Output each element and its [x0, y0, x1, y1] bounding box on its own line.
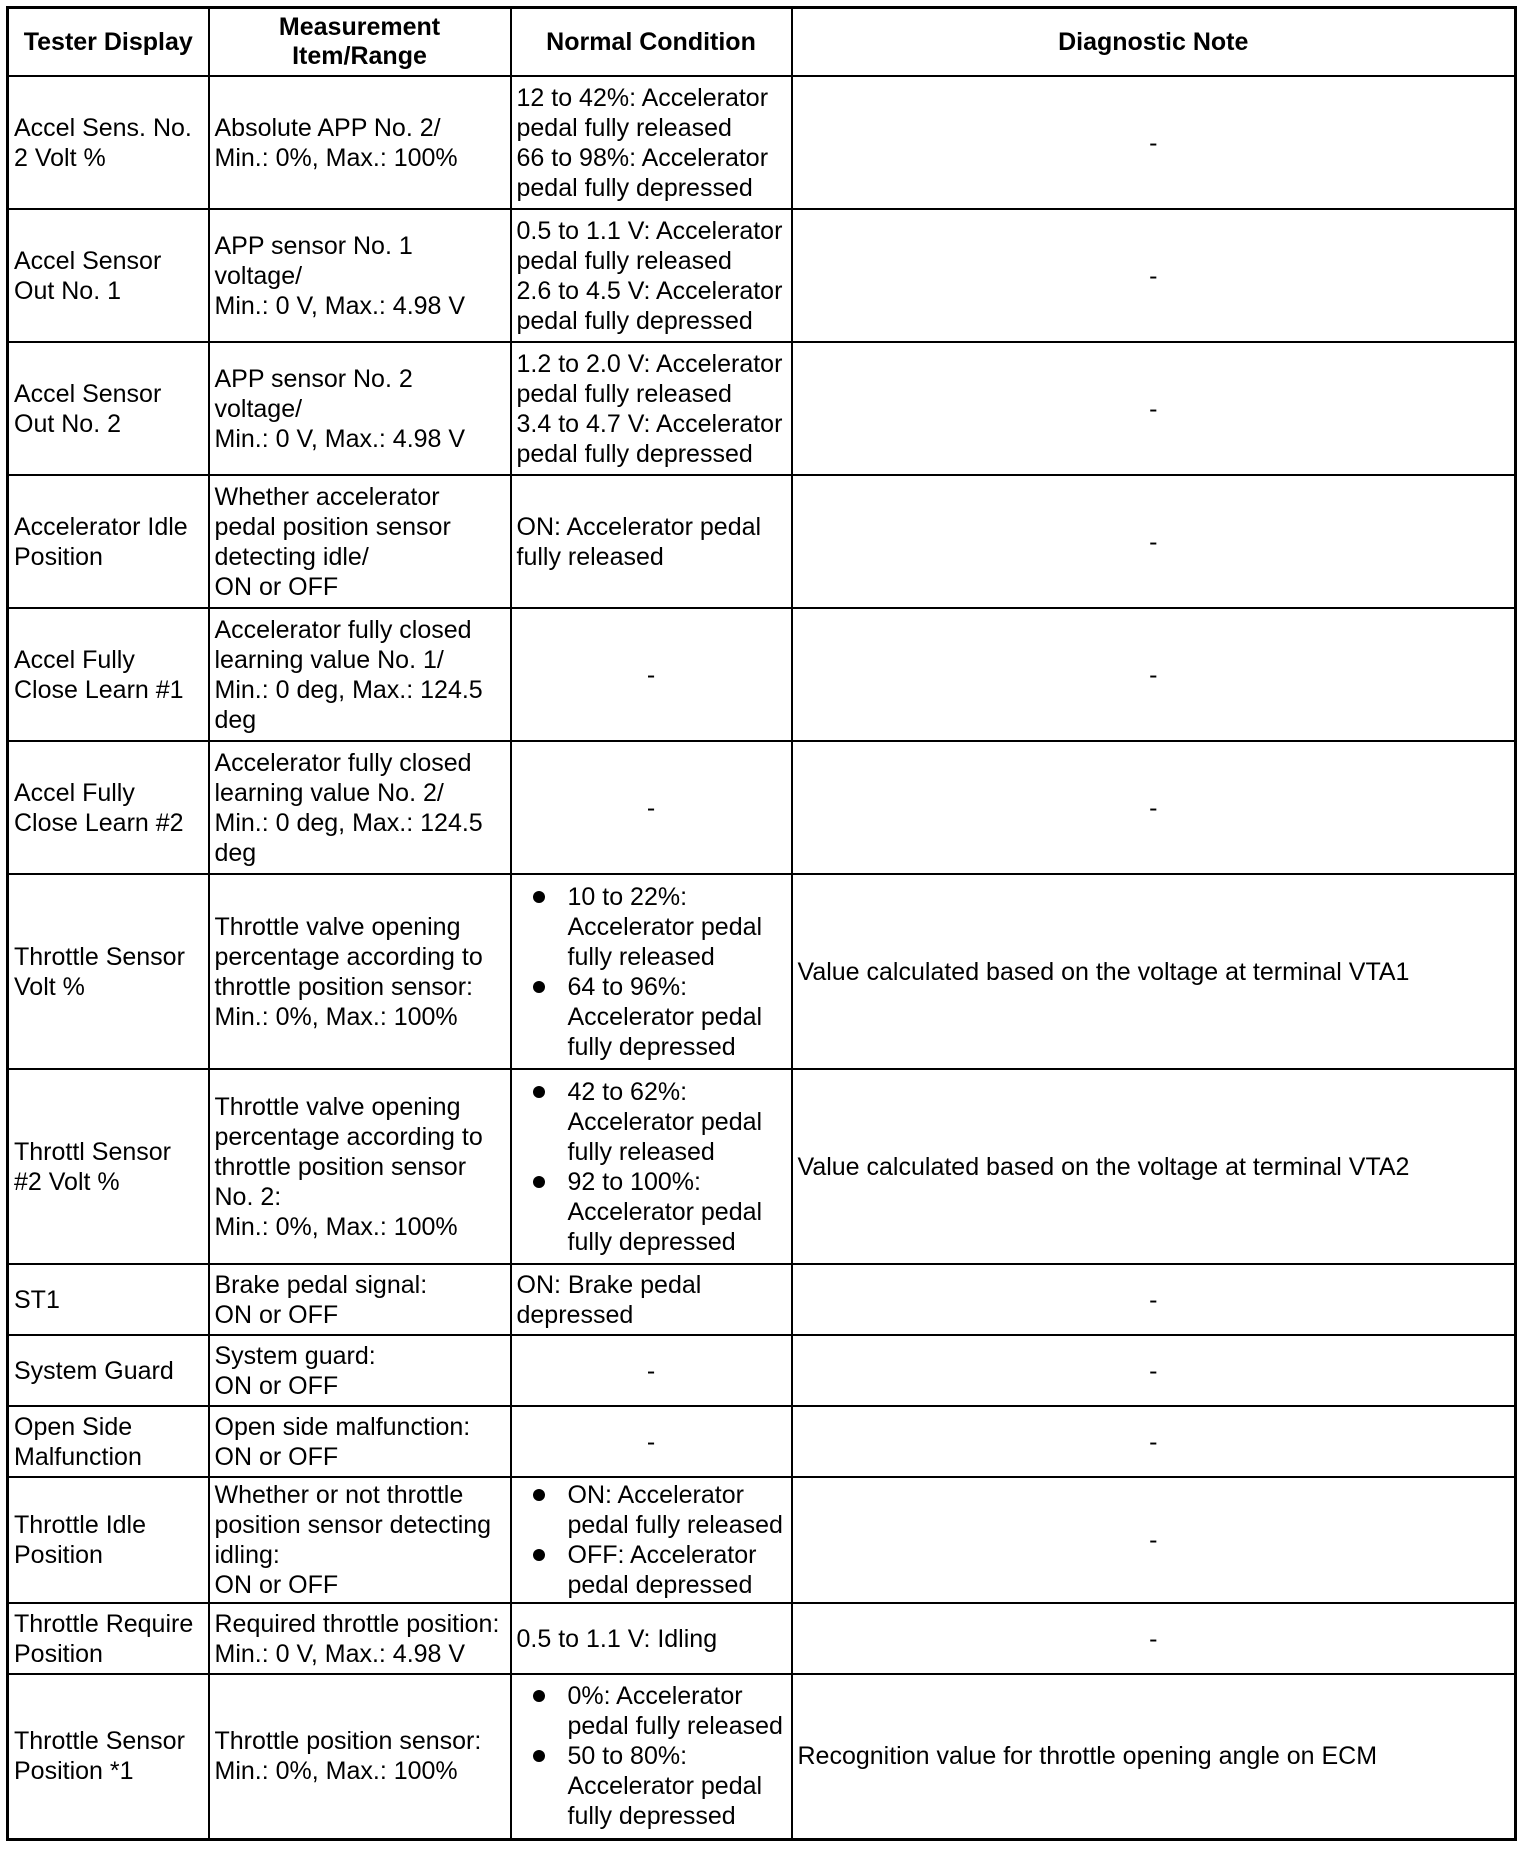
cell-line: Min.: 0%, Max.: 100% [214, 143, 458, 172]
cell-diagnostic-note: - [792, 1264, 1516, 1335]
cell-line: Whether accelerator pedal position sensor detecting idle/ [214, 482, 451, 571]
bullet-icon [533, 1489, 545, 1501]
cell-tester-display [8, 1069, 209, 1264]
list-item-text: 92 to 100%: Accelerator pedal fully depressed [567, 1167, 763, 1256]
cell-normal-condition [511, 1477, 792, 1603]
diagnostic-data-table [6, 6, 1517, 1841]
table-row [8, 475, 1516, 608]
cell-normal-condition [511, 209, 792, 342]
cell-line: Min.: 0 V, Max.: 4.98 V [214, 1639, 466, 1668]
cell-line: ON or OFF [214, 1442, 339, 1471]
cell-diagnostic-note: - [792, 608, 1516, 741]
list-item-text: 42 to 62%: Accelerator pedal fully released [567, 1077, 763, 1166]
cell-diagnostic-note: Recognition value for throttle opening angle on ECM [792, 1674, 1516, 1839]
cell-line: ON or OFF [214, 572, 339, 601]
cell-line: Absolute APP No. 2/ [214, 113, 441, 142]
cell-tester-display [8, 1477, 209, 1603]
cell-normal-condition [511, 1674, 792, 1839]
cell-line: Throttle Idle Position [14, 1511, 147, 1569]
cell-normal-condition [511, 1264, 792, 1335]
cell-diagnostic-note: Value calculated based on the voltage at terminal VTA1 [792, 874, 1516, 1069]
cell-line: Throttle Sensor Volt % [14, 942, 185, 1001]
cell-line: 12 to 42%: Accelerator pedal fully released [516, 83, 769, 142]
cell-measurement [209, 1674, 511, 1839]
cell-measurement [209, 1477, 511, 1603]
bullet-icon [533, 891, 545, 903]
cell-tester-display [8, 342, 209, 475]
bullet-icon [533, 1086, 545, 1098]
cell-tester-display [8, 1603, 209, 1674]
cell-line: Accel Sens. No. 2 Volt % [14, 113, 192, 172]
cell-line: ON: Accelerator pedal fully released [516, 512, 762, 571]
cell-line: Required throttle position: [214, 1609, 500, 1638]
table-row [8, 1674, 1516, 1839]
cell-normal-condition [511, 1603, 792, 1674]
table-row [8, 342, 1516, 475]
cell-line: Min.: 0%, Max.: 100% [214, 1757, 458, 1786]
cell-normal-condition [511, 342, 792, 475]
cell-normal-condition: - [511, 1406, 792, 1477]
cell-normal-condition [511, 874, 792, 1069]
cell-line: APP sensor No. 1 voltage/ [214, 231, 413, 290]
cell-normal-condition: - [511, 741, 792, 874]
header-diagnostic-note: Diagnostic Note [792, 8, 1516, 77]
cell-line: Throttle valve opening percentage according to throttle position sensor: [214, 912, 483, 1001]
cell-diagnostic-note: - [792, 209, 1516, 342]
cell-line: ON: Brake pedal depressed [516, 1270, 702, 1329]
cell-measurement [209, 1335, 511, 1406]
cell-diagnostic-note: - [792, 342, 1516, 475]
list-item-text: 64 to 96%: Accelerator pedal fully depressed [567, 972, 763, 1061]
header-row [8, 8, 1516, 77]
cell-line: System Guard [14, 1356, 174, 1385]
table-row [8, 76, 1516, 209]
cell-line: Throttle valve opening percentage according to throttle position sensor No. 2: [214, 1092, 483, 1211]
bullet-icon [533, 1549, 545, 1561]
cell-line: 0.5 to 1.1 V: Idling [516, 1624, 718, 1653]
header-tester-display: Tester Display [8, 8, 209, 77]
cell-diagnostic-note: Value calculated based on the voltage at terminal VTA2 [792, 1069, 1516, 1264]
cell-tester-display [8, 874, 209, 1069]
list-item-text: OFF: Accelerator pedal depressed [567, 1541, 757, 1599]
cell-measurement [209, 342, 511, 475]
cell-measurement [209, 1406, 511, 1477]
bullet-list [517, 882, 786, 1062]
cell-normal-condition [511, 76, 792, 209]
bullet-icon [533, 1690, 545, 1702]
cell-line: Accelerator Idle Position [14, 512, 188, 571]
cell-measurement [209, 1069, 511, 1264]
cell-diagnostic-note: - [792, 1603, 1516, 1674]
cell-measurement [209, 608, 511, 741]
cell-line: Min.: 0 V, Max.: 4.98 V [214, 424, 466, 453]
cell-line: ON or OFF [214, 1371, 339, 1400]
bullet-icon [533, 981, 545, 993]
cell-tester-display [8, 608, 209, 741]
table-row [8, 874, 1516, 1069]
cell-line: 3.4 to 4.7 V: Accelerator pedal fully depressed [516, 409, 783, 468]
cell-measurement [209, 1603, 511, 1674]
cell-tester-display [8, 741, 209, 874]
cell-diagnostic-note: - [792, 1477, 1516, 1603]
cell-line: Throttle Sensor Position *1 [14, 1727, 185, 1786]
cell-normal-condition [511, 475, 792, 608]
cell-line: Min.: 0 V, Max.: 4.98 V [214, 291, 466, 320]
cell-normal-condition: - [511, 1335, 792, 1406]
list-item-text: 50 to 80%: Accelerator pedal fully depressed [567, 1742, 763, 1831]
list-item [517, 1540, 786, 1600]
cell-diagnostic-note: - [792, 1335, 1516, 1406]
table-row [8, 1069, 1516, 1264]
header-measurement: Measurement Item/Range [209, 8, 511, 77]
list-item [517, 1741, 786, 1831]
cell-line: 0.5 to 1.1 V: Accelerator pedal fully released [516, 216, 783, 275]
table-row [8, 608, 1516, 741]
cell-tester-display [8, 76, 209, 209]
list-item [517, 882, 786, 972]
header-normal-condition: Normal Condition [511, 8, 792, 77]
bullet-icon [533, 1750, 545, 1762]
cell-line: 66 to 98%: Accelerator pedal fully depressed [516, 143, 769, 202]
cell-measurement [209, 76, 511, 209]
cell-tester-display [8, 475, 209, 608]
cell-line: Open side malfunction: [214, 1412, 471, 1441]
bullet-list [517, 1480, 786, 1600]
cell-line: Throttl Sensor #2 Volt % [14, 1137, 172, 1196]
cell-measurement [209, 475, 511, 608]
cell-measurement [209, 1264, 511, 1335]
list-item [517, 972, 786, 1062]
table-row [8, 209, 1516, 342]
cell-line: Min.: 0%, Max.: 100% [214, 1002, 458, 1031]
cell-diagnostic-note: - [792, 475, 1516, 608]
cell-line: Whether or not throttle position sensor detecting idling: [214, 1481, 492, 1569]
cell-line: Accel Fully Close Learn #1 [14, 645, 184, 704]
cell-line: Throttle Require Position [14, 1609, 194, 1668]
cell-line: ST1 [14, 1285, 60, 1314]
cell-tester-display [8, 1406, 209, 1477]
cell-line: Min.: 0 deg, Max.: 124.5 deg [214, 808, 483, 867]
cell-tester-display [8, 1335, 209, 1406]
list-item [517, 1681, 786, 1741]
cell-line: Accelerator fully closed learning value No. 1/ [214, 615, 472, 674]
bullet-list [517, 1077, 786, 1257]
cell-line: Accel Sensor Out No. 1 [14, 246, 162, 305]
cell-line: ON or OFF [214, 1571, 339, 1599]
cell-line: 2.6 to 4.5 V: Accelerator pedal fully depressed [516, 276, 783, 335]
cell-tester-display [8, 1264, 209, 1335]
cell-measurement [209, 874, 511, 1069]
cell-measurement [209, 741, 511, 874]
table-row [8, 1477, 1516, 1603]
cell-diagnostic-note: - [792, 76, 1516, 209]
bullet-icon [533, 1176, 545, 1188]
cell-normal-condition: - [511, 608, 792, 741]
cell-line: 1.2 to 2.0 V: Accelerator pedal fully released [516, 349, 783, 408]
list-item-text: ON: Accelerator pedal fully released [567, 1481, 783, 1539]
cell-tester-display [8, 1674, 209, 1839]
cell-line: Accel Fully Close Learn #2 [14, 778, 184, 837]
bullet-list [517, 1681, 786, 1831]
table-row [8, 1603, 1516, 1674]
list-item-text: 0%: Accelerator pedal fully released [567, 1682, 783, 1741]
table-row [8, 741, 1516, 874]
cell-line: Accel Sensor Out No. 2 [14, 379, 162, 438]
cell-normal-condition [511, 1069, 792, 1264]
cell-line: Throttle position sensor: [214, 1727, 482, 1756]
cell-line: APP sensor No. 2 voltage/ [214, 364, 413, 423]
table-row [8, 1264, 1516, 1335]
cell-tester-display [8, 209, 209, 342]
cell-diagnostic-note: - [792, 1406, 1516, 1477]
list-item [517, 1077, 786, 1167]
cell-measurement [209, 209, 511, 342]
cell-line: Accelerator fully closed learning value No. 2/ [214, 748, 472, 807]
cell-line: Min.: 0 deg, Max.: 124.5 deg [214, 675, 483, 734]
list-item [517, 1167, 786, 1257]
cell-line: Open Side Malfunction [14, 1412, 142, 1471]
table-row [8, 1335, 1516, 1406]
cell-diagnostic-note: - [792, 741, 1516, 874]
cell-line: System guard: [214, 1341, 376, 1370]
cell-line: Brake pedal signal: [214, 1270, 428, 1299]
cell-line: ON or OFF [214, 1300, 339, 1329]
cell-line: Min.: 0%, Max.: 100% [214, 1212, 458, 1241]
list-item-text: 10 to 22%: Accelerator pedal fully released [567, 882, 763, 971]
list-item [517, 1480, 786, 1540]
table-row [8, 1406, 1516, 1477]
